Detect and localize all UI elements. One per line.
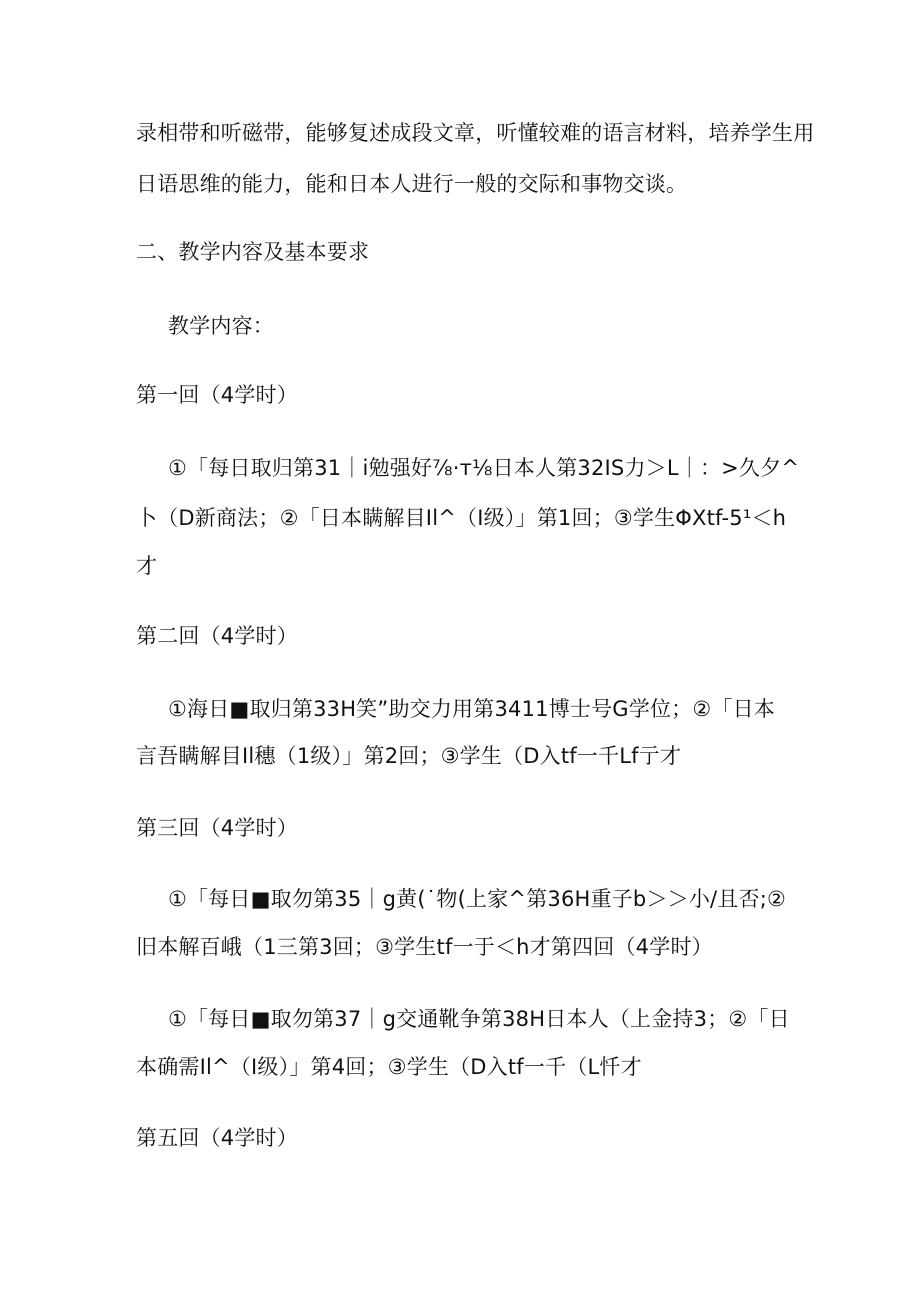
- lesson-3-line-1: ①「每日■取勿第35｜g黄(˙物(上家^第36H重子b＞＞小/且否;②: [168, 887, 787, 911]
- lesson-4-line-2: 本确需Il^（I级）」第4回；③学生（D入tf一千（L忏才: [136, 1055, 642, 1079]
- section-heading: 二、教学内容及基本要求: [136, 240, 370, 264]
- lesson-heading-5: 第五回（4学时）: [136, 1126, 298, 1150]
- subheading-teaching-content: 教学内容：: [168, 314, 274, 338]
- lesson-2-line-2: 言吾瞒解目Il穗（1级）」第2回；③学生（D入tf一千Lf亍才: [136, 744, 682, 768]
- lesson-1-line-1: ①「每日取归第31｜i勉强好⅞·т⅛日本人第32IS力＞L｜：>久夕^: [168, 456, 800, 480]
- lesson-heading-2: 第二回（4学时）: [136, 624, 298, 648]
- lesson-1-line-3: 才: [136, 554, 158, 578]
- paragraph-line-2: 日语思维的能力，能和日本人进行一般的交际和事物交谈。: [136, 172, 688, 196]
- paragraph-line-1: 录相带和听磁带，能够复述成段文章，听懂较难的语言材料，培养学生用: [136, 121, 815, 145]
- lesson-3-line-2: 旧本解百峨（1三第3回；③学生tf一于＜h才第四回（4学时）: [136, 935, 713, 959]
- lesson-heading-1: 第一回（4学时）: [136, 383, 298, 407]
- lesson-2-line-1: ①海日■取归第33H笑”助交力用第3411博士号G学位；②「日本: [168, 697, 776, 721]
- lesson-heading-3: 第三回（4学时）: [136, 816, 298, 840]
- lesson-4-line-1: ①「每日■取勿第37｜g交通靴争第38H日本人（上金持3；②「日: [168, 1007, 790, 1031]
- lesson-1-line-2: 卜（D新商法；②「日本瞒解目Il^（I级）」第1回；③学生ΦXtf-5¹＜h: [136, 506, 787, 530]
